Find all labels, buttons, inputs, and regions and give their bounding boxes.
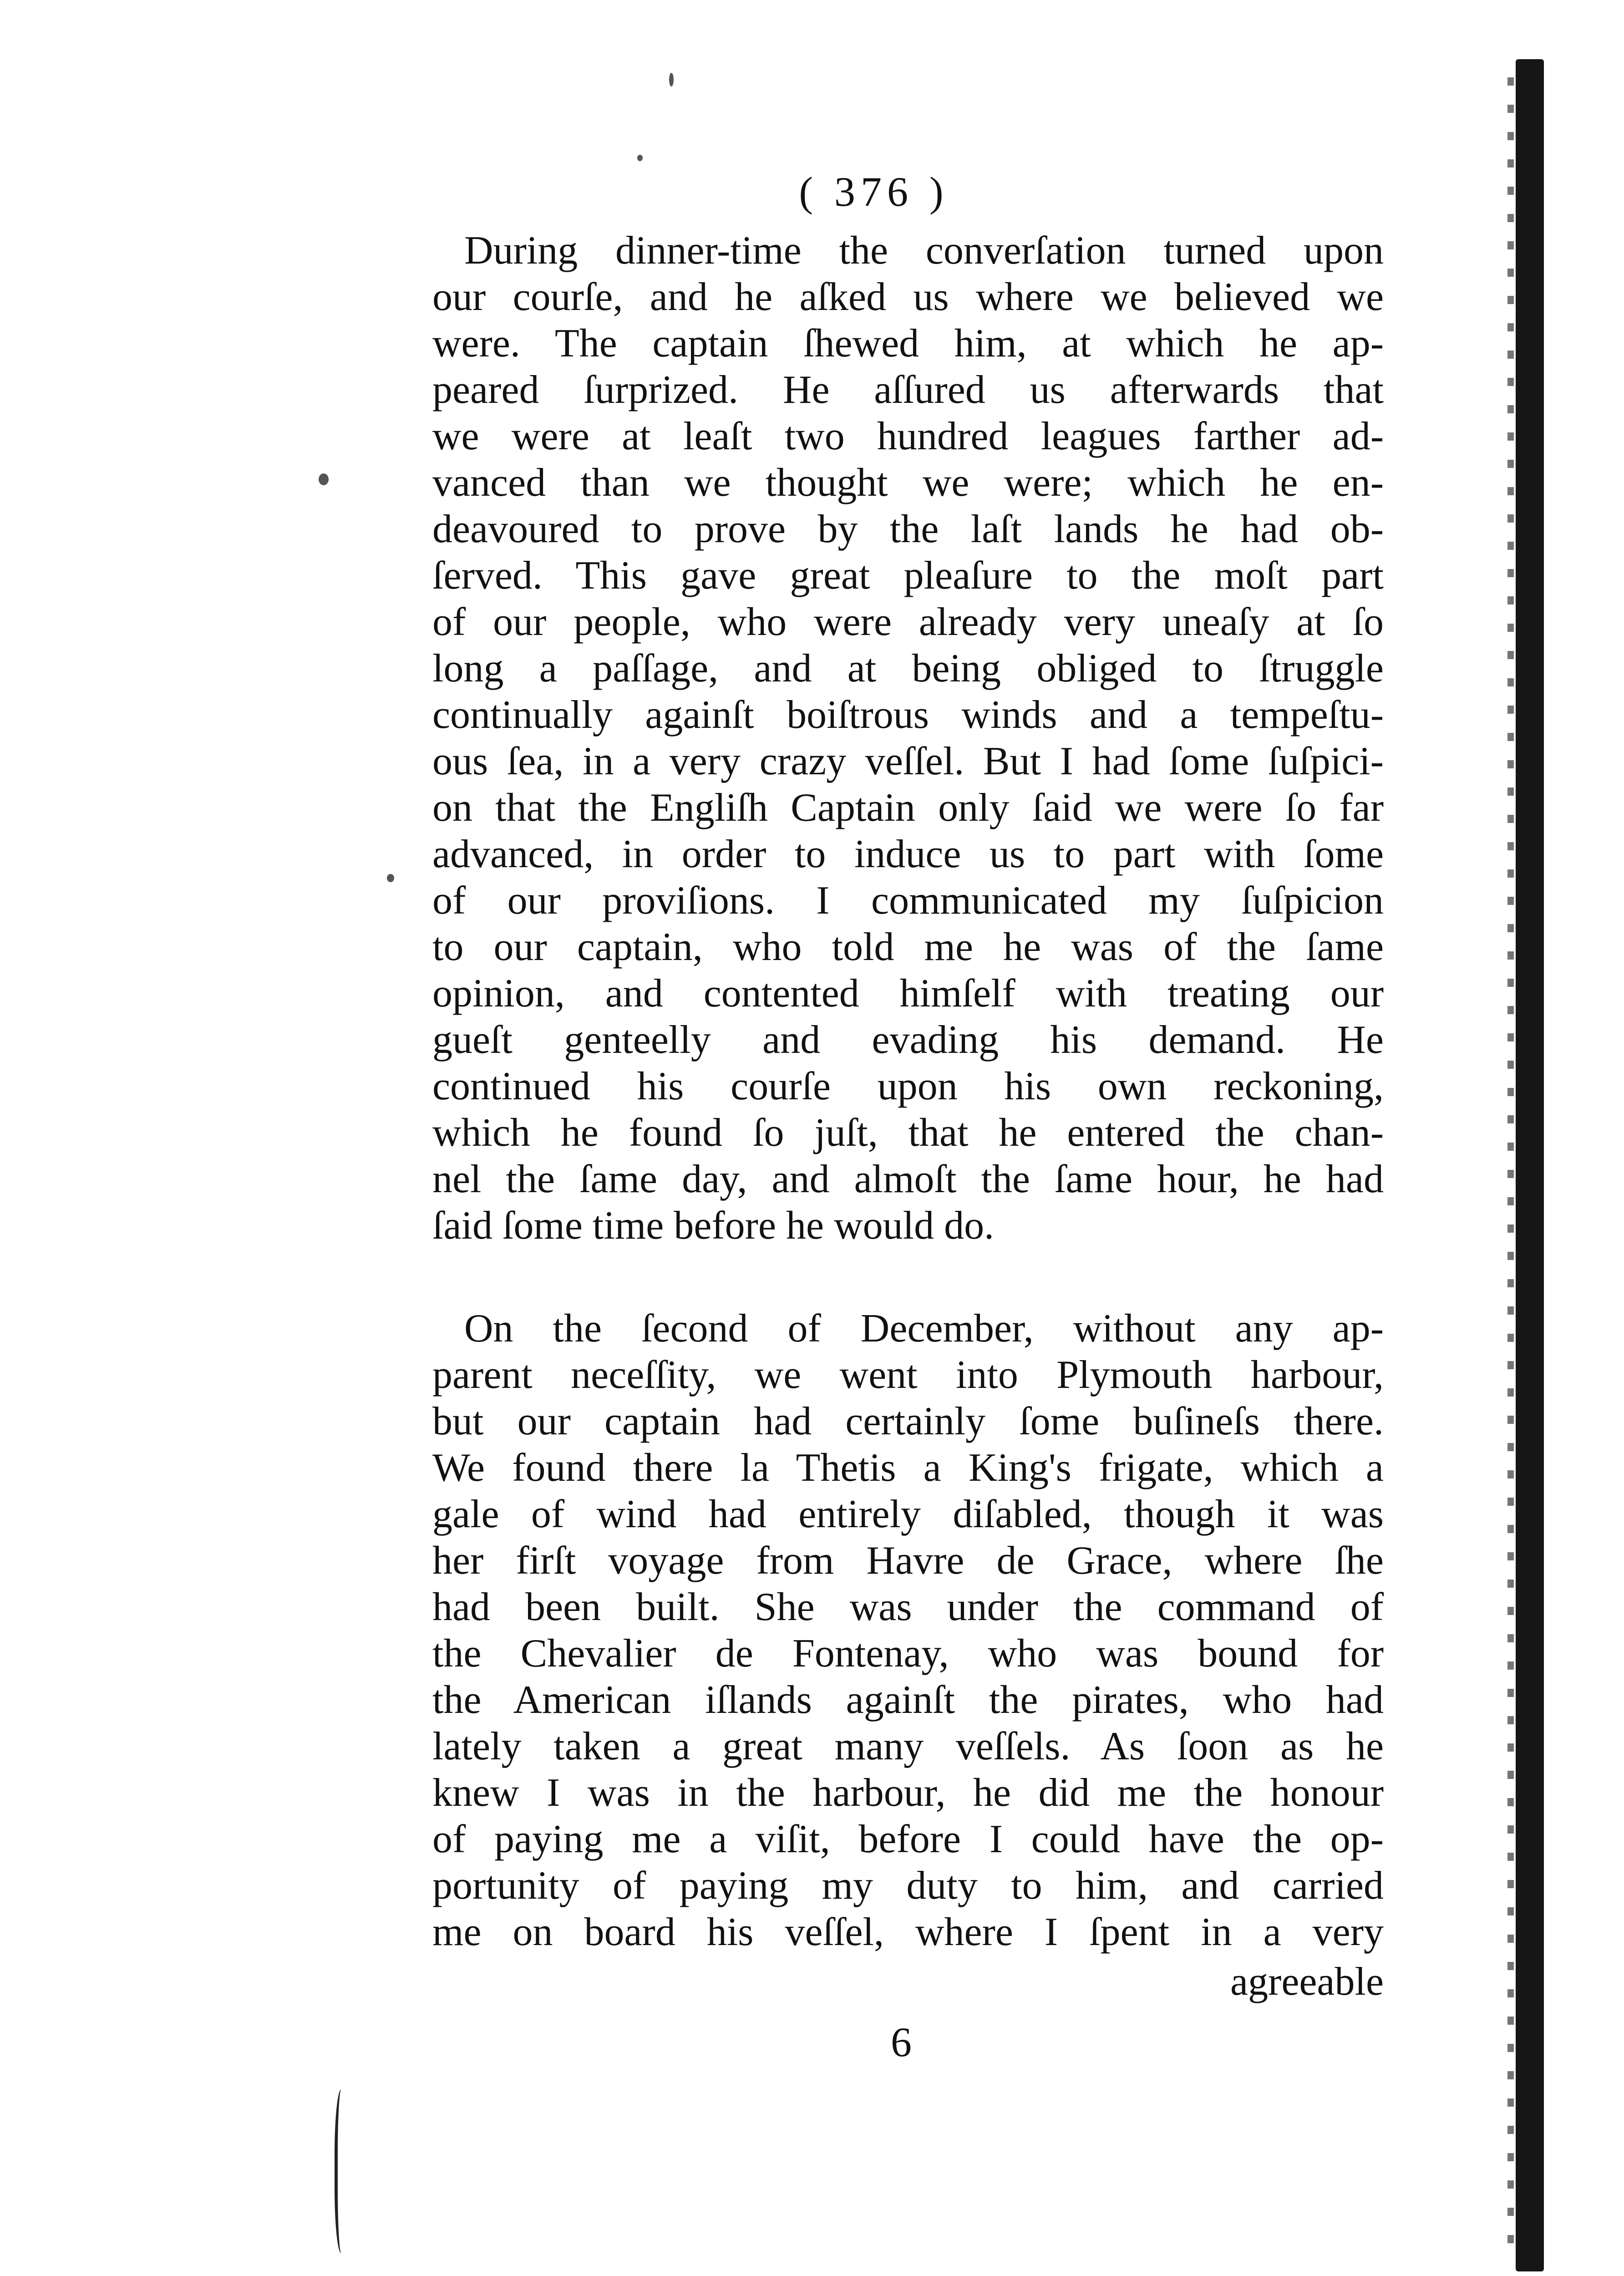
- text-line: nel the ſame day, and almoſt the ſame hour, he had: [432, 1157, 1384, 1201]
- text-line: deavoured to prove by the laſt lands he had ob-: [432, 507, 1384, 551]
- text-line: vanced than we thought we were; which he en-: [432, 461, 1384, 505]
- text-line: portunity of paying my duty to him, and carried: [432, 1864, 1384, 1908]
- text-line: the Chevalier de Fontenay, who was bound for: [432, 1631, 1384, 1676]
- paragraph-2: [432, 1306, 1384, 1956]
- text-line: were. The captain ſhewed him, at which he ap-: [432, 321, 1384, 366]
- text-line: advanced, in order to induce us to part with ſome: [432, 832, 1384, 876]
- text-line: ſerved. This gave great pleaſure to the moſt part: [432, 554, 1384, 598]
- text-line: opinion, and contented himſelf with treating our: [432, 971, 1384, 1016]
- scan-speck: [637, 155, 643, 161]
- text-line: our courſe, and he aſked us where we believed we: [432, 275, 1384, 319]
- text-line: knew I was in the harbour, he did me the honour: [432, 1771, 1384, 1815]
- text-line: gueſt genteelly and evading his demand. He: [432, 1018, 1384, 1062]
- text-line: ſaid ſome time before he would do.: [432, 1204, 995, 1248]
- text-line: During dinner-time the converſation turned upon: [464, 229, 1384, 273]
- paragraph-1: [432, 228, 1384, 1249]
- text-line: of our people, who were already very uneaſy at ſo: [432, 600, 1384, 644]
- text-line: long a paſſage, and at being obliged to ſtruggle: [432, 646, 1384, 691]
- text-line: me on board his veſſel, where I ſpent in a very: [432, 1910, 1384, 1954]
- text-line: had been built. She was under the command of: [432, 1585, 1384, 1629]
- page-number: ( 376 ): [799, 168, 949, 215]
- scan-speck: [669, 73, 674, 86]
- text-line: We found there la Thetis a King's frigate, which a: [432, 1446, 1384, 1490]
- text-line: her firſt voyage from Havre de Grace, where ſhe: [432, 1539, 1384, 1583]
- scan-stroke: [335, 2089, 351, 2253]
- text-line: peared ſurprized. He aſſured us afterwards that: [432, 368, 1384, 412]
- text-line: we were at leaſt two hundred leagues farther ad-: [432, 414, 1384, 458]
- binding-edge: [1516, 59, 1544, 2271]
- text-line: gale of wind had entirely diſabled, though it was: [432, 1492, 1384, 1536]
- text-line: continued his courſe upon his own reckoning,: [432, 1064, 1384, 1108]
- text-line: which he found ſo juſt, that he entered the chan-: [432, 1111, 1384, 1155]
- text-line: of paying me a viſit, before I could have the op-: [432, 1817, 1384, 1861]
- signature-mark: 6: [891, 2019, 912, 2065]
- text-line: but our captain had certainly ſome buſineſs there.: [432, 1399, 1384, 1443]
- text-line: lately taken a great many veſſels. As ſoon as he: [432, 1724, 1384, 1768]
- text-line: ous ſea, in a very crazy veſſel. But I had ſome ſuſpici-: [432, 739, 1384, 783]
- scan-speck: [387, 874, 394, 882]
- text-line: parent neceſſity, we went into Plymouth harbour,: [432, 1353, 1384, 1397]
- text-line: On the ſecond of December, without any ap-: [464, 1306, 1384, 1351]
- text-line: on that the Engliſh Captain only ſaid we were ſo far: [432, 786, 1384, 830]
- text-line: the American iſlands againſt the pirates, who had: [432, 1678, 1384, 1722]
- scan-speck: [319, 473, 329, 485]
- catchword: agreeable: [1230, 1960, 1384, 2004]
- text-line: continually againſt boiſtrous winds and a tempeſtu-: [432, 693, 1384, 737]
- text-line: to our captain, who told me he was of the ſame: [432, 925, 1384, 969]
- text-line: of our proviſions. I communicated my ſuſpicion: [432, 879, 1384, 923]
